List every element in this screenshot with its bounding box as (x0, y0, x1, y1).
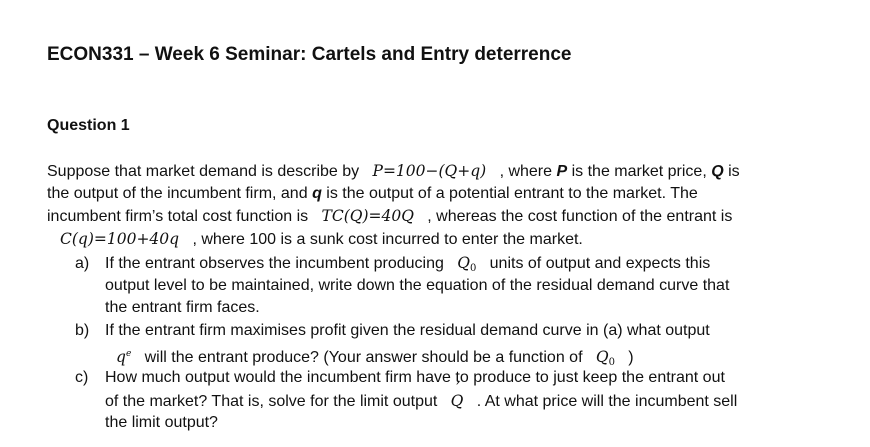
part-a-label: a) (75, 255, 90, 272)
part-c-line-1 (75, 368, 725, 388)
intro-line-1 (47, 161, 740, 182)
variable-P: P (556, 163, 568, 180)
part-b-line-1 (75, 321, 710, 341)
question-heading: Question 1 (47, 117, 130, 134)
part-c-text: of the market? That is, solve for the limit output (105, 393, 438, 410)
part-c-text: . At what price will the incumbent sell (476, 393, 738, 410)
intro-line-2 (47, 184, 698, 204)
intro-text: the output of the incumbent firm, and (47, 185, 308, 202)
part-c-text: How much output would the incumbent firm have to produce to just keep the entrant out (105, 369, 725, 386)
intro-text: , where 100 is a sunk cost incurred to enter the market. (192, 231, 583, 248)
entrant-cost-equation: C(q)=100+40q (60, 230, 180, 248)
part-a-text: If the entrant observes the incumbent producing (105, 255, 444, 272)
symbol-Q0: $Q_0$ (595, 348, 615, 368)
symbol-Q-limit: ´ Q (451, 391, 464, 411)
intro-text: Suppose that market demand is describe by (47, 163, 360, 180)
part-c-line-2 (105, 391, 737, 412)
intro-text: , where (499, 163, 553, 180)
variable-Q: Q (711, 163, 724, 180)
tc-equation: TC(Q)=40Q (321, 207, 414, 225)
intro-text: incumbent firm’s total cost function is (47, 208, 309, 225)
intro-line-3 (47, 206, 732, 227)
intro-text: , whereas the cost function of the entrant is (427, 208, 733, 225)
intro-text: is (728, 163, 740, 180)
demand-equation: P=100−(Q+q) (372, 162, 487, 180)
part-a-line-3: the entrant firm faces. (105, 299, 260, 316)
symbol-qe: $q^e$ (116, 348, 132, 366)
symbol-Q0: $Q_0$ (457, 254, 477, 274)
part-b-text: will the entrant produce? (Your answer should be a function of (144, 349, 583, 366)
part-b-text: ) (628, 349, 634, 366)
intro-line-4 (60, 229, 583, 250)
part-a-line-2: output level to be maintained, write down the equation of the residual demand curve that (105, 277, 730, 294)
intro-text: is the output of a potential entrant to the market. The (326, 185, 698, 202)
part-b-text: If the entrant firm maximises profit given the residual demand curve in (a) what output (105, 322, 710, 339)
part-a-text: units of output and expects this (489, 255, 711, 272)
variable-q: q (312, 185, 322, 202)
page-title: ECON331 – Week 6 Seminar: Cartels and Entry deterrence (47, 44, 572, 65)
part-b-label: b) (75, 322, 90, 339)
part-c-line-3: the limit output? (105, 414, 218, 431)
intro-text: is the market price, (571, 163, 707, 180)
part-c-label: c) (75, 369, 89, 386)
